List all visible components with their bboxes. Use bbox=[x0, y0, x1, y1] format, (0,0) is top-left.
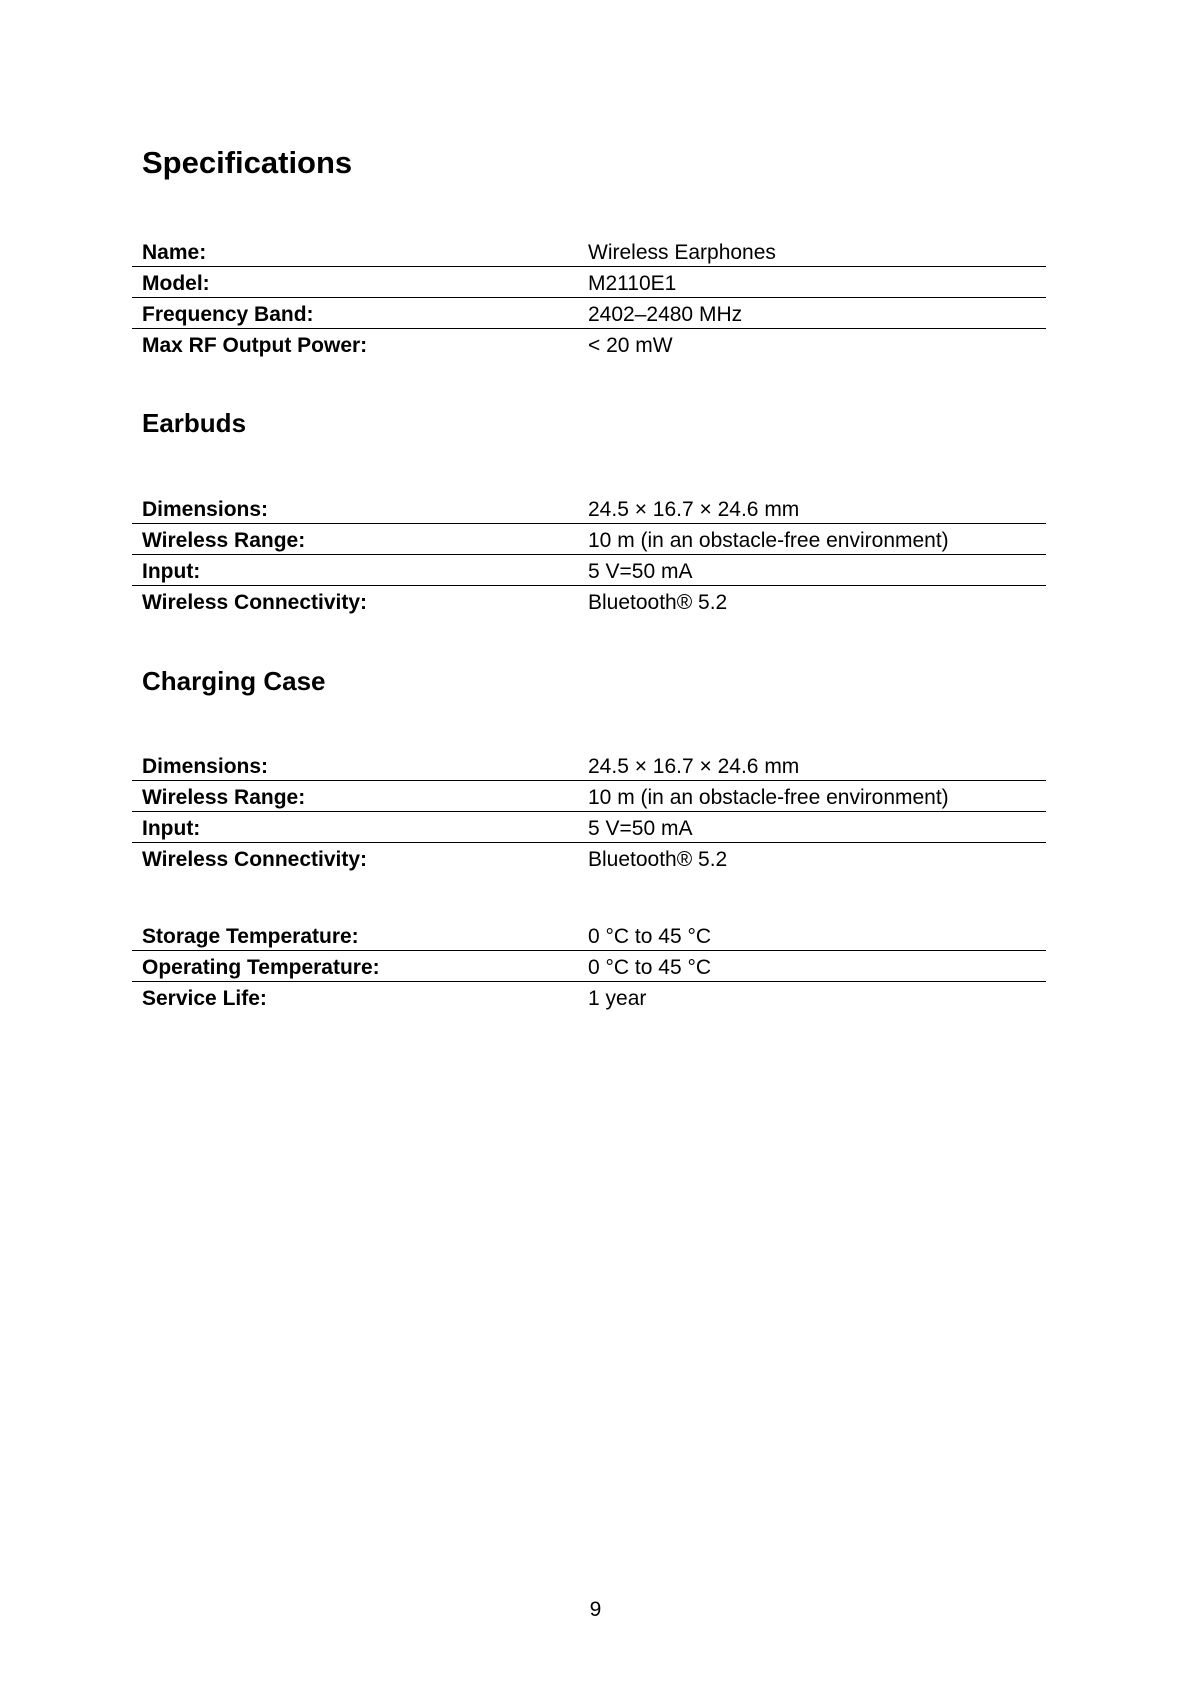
spec-label-service-life: Service Life: bbox=[142, 987, 267, 1010]
spec-label-name: Name: bbox=[142, 241, 207, 264]
charging-case-spec-table bbox=[132, 750, 1046, 873]
spec-label-wireless-connectivity: Wireless Connectivity: bbox=[142, 848, 368, 871]
spec-value-wireless-connectivity: Bluetooth® 5.2 bbox=[588, 848, 728, 871]
spec-value-model: M2110E1 bbox=[588, 272, 677, 295]
table-row bbox=[132, 781, 1046, 812]
spec-label-wireless-range: Wireless Range: bbox=[142, 529, 306, 552]
table-row bbox=[132, 267, 1046, 298]
table-row bbox=[132, 951, 1046, 982]
table-row bbox=[132, 524, 1046, 555]
spec-label-max-rf-output-power: Max RF Output Power: bbox=[142, 334, 368, 357]
table-row bbox=[132, 236, 1046, 267]
spec-label-dimensions: Dimensions: bbox=[142, 755, 269, 778]
table-row bbox=[132, 298, 1046, 329]
table-row bbox=[132, 493, 1046, 524]
spec-value-frequency-band: 2402–2480 MHz bbox=[588, 303, 743, 326]
table-row bbox=[132, 329, 1046, 360]
table-row bbox=[132, 982, 1046, 1013]
spec-value-service-life: 1 year bbox=[588, 987, 647, 1010]
table-row bbox=[132, 920, 1046, 951]
spec-label-dimensions: Dimensions: bbox=[142, 498, 269, 521]
table-row bbox=[132, 555, 1046, 586]
table-row bbox=[132, 750, 1046, 781]
spec-label-input: Input: bbox=[142, 817, 201, 840]
spec-label-input: Input: bbox=[142, 560, 201, 583]
general-spec-table bbox=[132, 236, 1046, 359]
table-row bbox=[132, 812, 1046, 843]
spec-value-name: Wireless Earphones bbox=[588, 241, 776, 264]
spec-value-wireless-connectivity: Bluetooth® 5.2 bbox=[588, 591, 728, 614]
spec-value-storage-temperature: 0 °C to 45 °C bbox=[588, 925, 712, 948]
page-title: Specifications bbox=[142, 145, 353, 180]
charging-case-heading: Charging Case bbox=[142, 666, 326, 696]
earbuds-spec-table bbox=[132, 493, 1046, 616]
spec-label-storage-temperature: Storage Temperature: bbox=[142, 925, 359, 948]
table-row bbox=[132, 586, 1046, 617]
table-row bbox=[132, 843, 1046, 874]
spec-value-wireless-range: 10 m (in an obstacle-free environment) bbox=[588, 786, 949, 809]
earbuds-heading: Earbuds bbox=[142, 408, 247, 438]
spec-value-dimensions: 24.5 × 16.7 × 24.6 mm bbox=[588, 498, 800, 521]
spec-label-operating-temperature: Operating Temperature: bbox=[142, 956, 380, 979]
spec-value-dimensions: 24.5 × 16.7 × 24.6 mm bbox=[588, 755, 800, 778]
spec-label-wireless-connectivity: Wireless Connectivity: bbox=[142, 591, 368, 614]
page-number: 9 bbox=[589, 1598, 602, 1621]
spec-label-model: Model: bbox=[142, 272, 210, 295]
environment-spec-table bbox=[132, 920, 1046, 1012]
spec-value-input: 5 V=50 mA bbox=[588, 560, 693, 583]
spec-value-max-rf-output-power: < 20 mW bbox=[588, 334, 673, 357]
spec-label-frequency-band: Frequency Band: bbox=[142, 303, 314, 326]
spec-value-wireless-range: 10 m (in an obstacle-free environment) bbox=[588, 529, 949, 552]
spec-label-wireless-range: Wireless Range: bbox=[142, 786, 306, 809]
spec-value-input: 5 V=50 mA bbox=[588, 817, 693, 840]
spec-value-operating-temperature: 0 °C to 45 °C bbox=[588, 956, 712, 979]
